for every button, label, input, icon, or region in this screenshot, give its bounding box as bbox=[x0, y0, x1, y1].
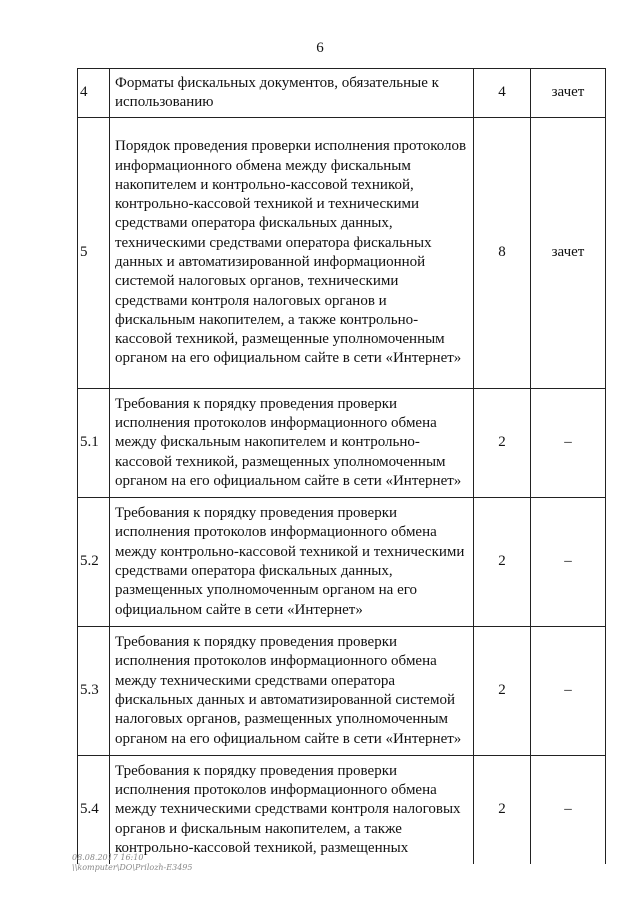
table-row bbox=[78, 756, 606, 865]
row-assessment: зачет bbox=[531, 118, 606, 389]
row-number: 5.2 bbox=[78, 498, 110, 627]
row-hours: 4 bbox=[474, 69, 531, 118]
row-assessment: зачет bbox=[531, 69, 606, 118]
row-topic: Требования к порядку проведения проверки исполнения протоколов информационного обмена между контрольно-кассовой техникой и техническими средствами оператора фискальных данных, размещенных уполномоченным органом на его официальном сайте в сети «Интернет» bbox=[110, 498, 474, 627]
table-row bbox=[78, 627, 606, 756]
footer-timestamp: 08.08.2017 16:10 bbox=[72, 853, 144, 862]
row-hours: 2 bbox=[474, 498, 531, 627]
row-assessment: – bbox=[531, 498, 606, 627]
row-number: 5.4 bbox=[78, 756, 110, 865]
table-row bbox=[78, 118, 606, 389]
row-topic: Требования к порядку проведения проверки исполнения протоколов информационного обмена между техническими средствами контроля налоговых органов и фискальным накопителем, а также контрольно-кассовой техникой, размещенных bbox=[110, 756, 474, 865]
row-number: 5.3 bbox=[78, 627, 110, 756]
row-topic: Требования к порядку проведения проверки исполнения протоколов информационного обмена между техническими средствами оператора фискальных данных и автоматизированной системой налоговых органов, размещенных уполномоченным органом на его официальном сайте в сети «Интернет» bbox=[110, 627, 474, 756]
row-number: 5.1 bbox=[78, 389, 110, 498]
table-row bbox=[78, 69, 606, 118]
row-assessment: – bbox=[531, 627, 606, 756]
row-topic: Требования к порядку проведения проверки исполнения протоколов информационного обмена между фискальным накопителем и контрольно-кассовой техникой, размещенных уполномоченным органом на его официальном сайте в сети «Интернет» bbox=[110, 389, 474, 498]
footer-file-path: \\komputer\DO\Prilozh-E3495 bbox=[72, 863, 193, 872]
table-row bbox=[78, 389, 606, 498]
table-row bbox=[78, 498, 606, 627]
row-topic: Порядок проведения проверки исполнения протоколов информационного обмена между фискальным накопителем и контрольно-кассовой техникой, контрольно-кассовой техникой и техническими средствами оператора фискальных данных, техническими средствами оператора фискальных данных и автоматизированной информационной системой налоговых органов, техническими средствами контроля налоговых органов и фискальным накопителем, а также контрольно-кассовой техникой, размещенные уполномоченным органом на его официальном сайте в сети «Интернет» bbox=[110, 118, 474, 389]
row-hours: 8 bbox=[474, 118, 531, 389]
row-assessment: – bbox=[531, 389, 606, 498]
row-hours: 2 bbox=[474, 389, 531, 498]
curriculum-table bbox=[77, 68, 606, 864]
row-hours: 2 bbox=[474, 756, 531, 865]
row-assessment: – bbox=[531, 756, 606, 865]
row-topic: Форматы фискальных документов, обязательные к использованию bbox=[110, 69, 474, 118]
row-number: 5 bbox=[78, 118, 110, 389]
row-hours: 2 bbox=[474, 627, 531, 756]
row-number: 4 bbox=[78, 69, 110, 118]
page-number: 6 bbox=[316, 40, 324, 56]
